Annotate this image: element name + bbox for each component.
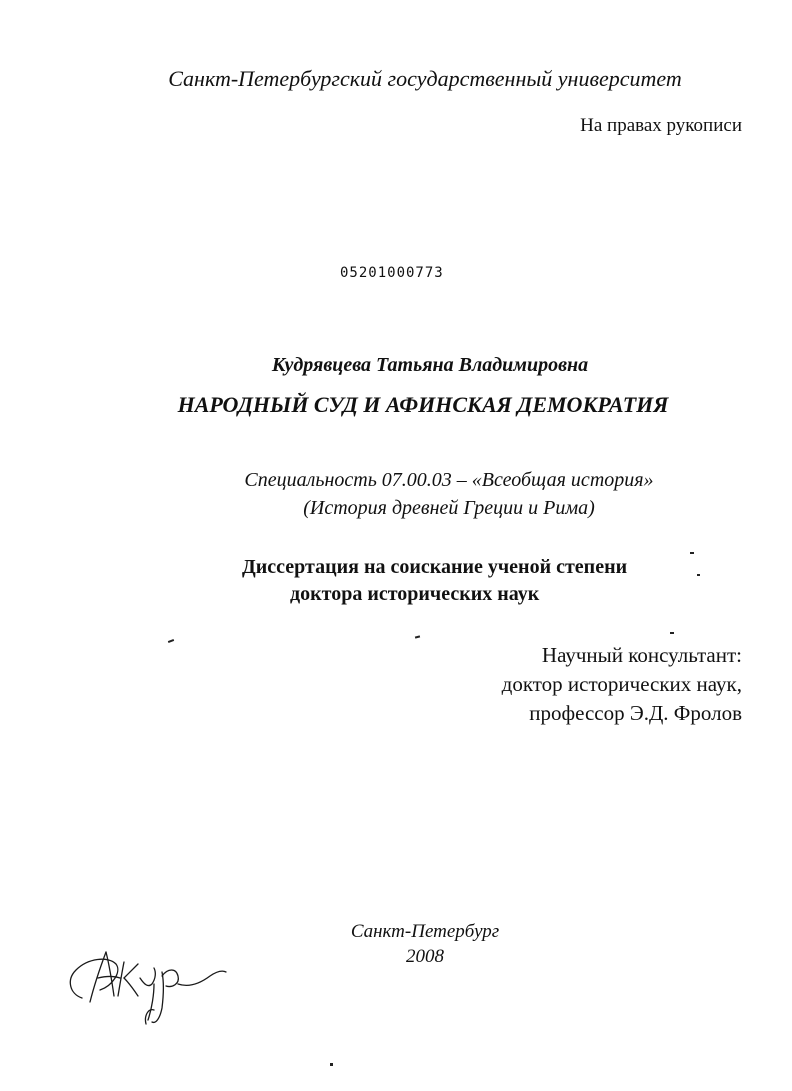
author-name: Кудрявцева Татьяна Владимировна — [271, 354, 589, 376]
registration-number: 05201000773 — [340, 265, 444, 281]
scan-speck — [330, 1063, 333, 1066]
consultant-name: профессор Э.Д. Фролов — [529, 701, 742, 725]
specialty-line: Специальность 07.00.03 – «Всеобщая история» — [244, 469, 654, 491]
specialty-subline: (История древней Греции и Рима) — [303, 497, 595, 519]
scan-speck — [670, 632, 674, 634]
degree-line-1: Диссертация на соискание ученой степени — [242, 556, 628, 578]
scan-speck — [168, 639, 174, 643]
university-name: Санкт-Петербургский государственный университет — [168, 66, 682, 91]
manuscript-note: На правах рукописи — [580, 115, 742, 136]
dissertation-title: НАРОДНЫЙ СУД И АФИНСКАЯ ДЕМОКРАТИЯ — [177, 392, 669, 417]
consultant-degree: доктор исторических наук, — [501, 672, 742, 696]
handwritten-signature — [60, 938, 230, 1028]
scan-speck — [415, 635, 420, 638]
year: 2008 — [406, 946, 444, 967]
degree-line-2: доктора исторических наук — [290, 583, 540, 605]
city: Санкт-Петербург — [350, 921, 500, 942]
consultant-label: Научный консультант: — [541, 643, 742, 667]
scan-speck — [697, 574, 700, 576]
scan-speck — [690, 552, 694, 554]
